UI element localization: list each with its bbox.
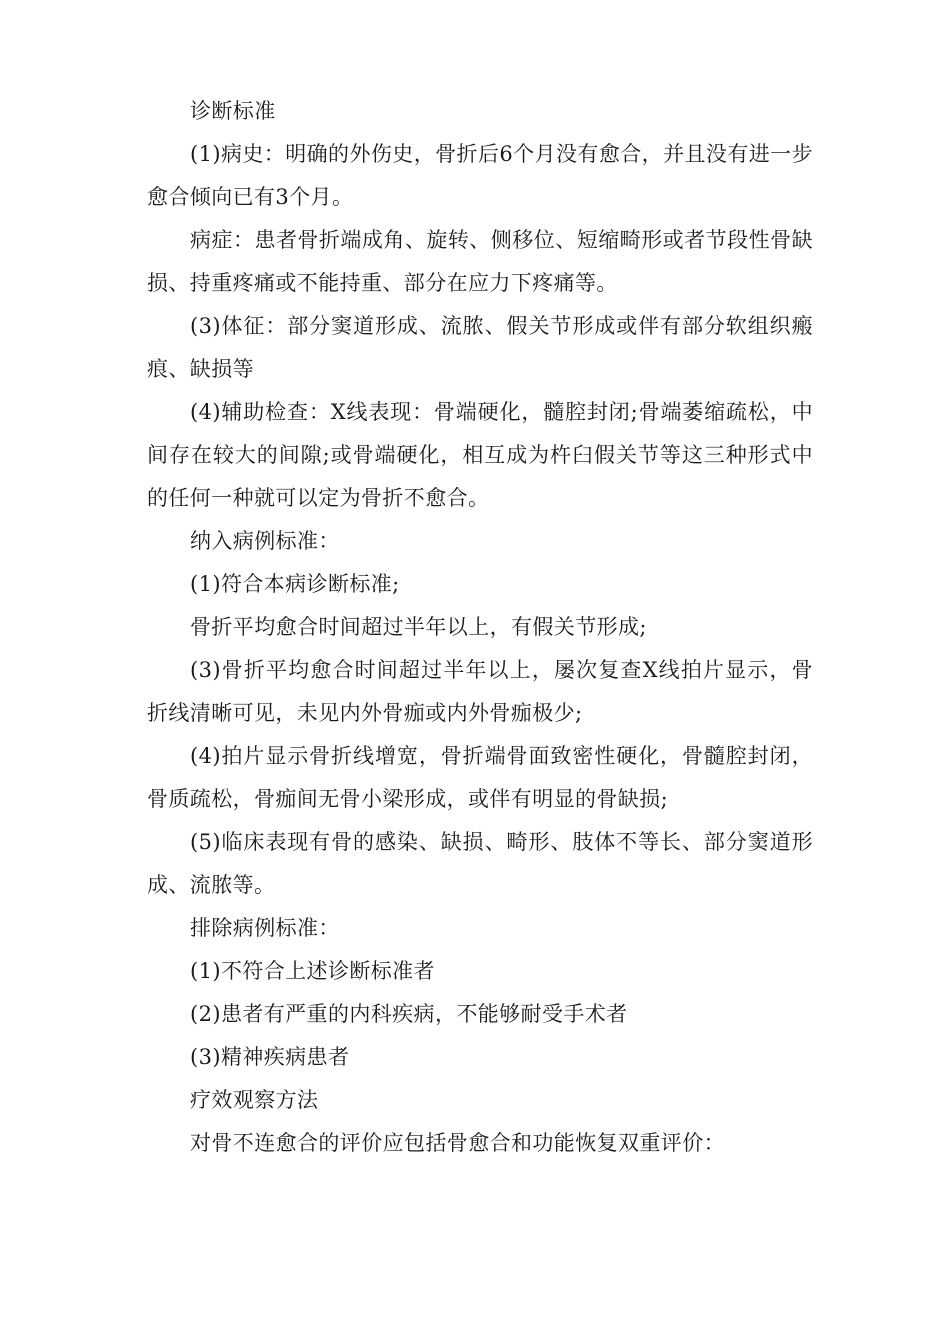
- paragraph-exclusion-2: (2)患者有严重的内科疾病，不能够耐受手术者: [190, 1002, 628, 1026]
- heading-efficacy-observation: 疗效观察方法: [190, 1088, 319, 1112]
- paragraph-medical-history: (1)病史：明确的外伤史，骨折后6个月没有愈合，并且没有进一步愈合倾向已有3个月。: [147, 142, 813, 209]
- heading-inclusion-criteria: 纳入病例标准：: [190, 529, 340, 553]
- heading-diagnostic-criteria: 诊断标准: [190, 99, 276, 123]
- paragraph-inclusion-3: (3)骨折平均愈合时间超过半年以上，屡次复查X线拍片显示，骨折线清晰可见，未见内外骨痂或内外骨痂极少;: [147, 658, 813, 725]
- paragraph-inclusion-1: (1)符合本病诊断标准;: [190, 572, 400, 596]
- document-body: [147, 90, 813, 1165]
- paragraph-signs: (3)体征：部分窦道形成、流脓、假关节形成或伴有部分软组织瘢痕、缺损等: [147, 314, 813, 381]
- paragraph-inclusion-5: (5)临床表现有骨的感染、缺损、畸形、肢体不等长、部分窦道形成、流脓等。: [147, 830, 813, 897]
- paragraph-exclusion-1: (1)不符合上述诊断标准者: [190, 959, 435, 983]
- paragraph-auxiliary-exam: (4)辅助检查：X线表现：骨端硬化，髓腔封闭;骨端萎缩疏松，中间存在较大的间隙;或骨端硬化，相互成为杵臼假关节等这三种形式中的任何一种就可以定为骨折不愈合。: [147, 400, 813, 510]
- paragraph-inclusion-2: 骨折平均愈合时间超过半年以上，有假关节形成;: [190, 615, 647, 639]
- paragraph-evaluation: 对骨不连愈合的评价应包括骨愈合和功能恢复双重评价：: [190, 1131, 725, 1155]
- heading-exclusion-criteria: 排除病例标准：: [190, 916, 340, 940]
- paragraph-symptoms: 病症：患者骨折端成角、旋转、侧移位、短缩畸形或者节段性骨缺损、持重疼痛或不能持重、部分在应力下疼痛等。: [147, 228, 813, 295]
- paragraph-exclusion-3: (3)精神疾病患者: [190, 1045, 350, 1069]
- paragraph-inclusion-4: (4)拍片显示骨折线增宽，骨折端骨面致密性硬化，骨髓腔封闭，骨质疏松，骨痂间无骨小梁形成，或伴有明显的骨缺损;: [147, 744, 813, 811]
